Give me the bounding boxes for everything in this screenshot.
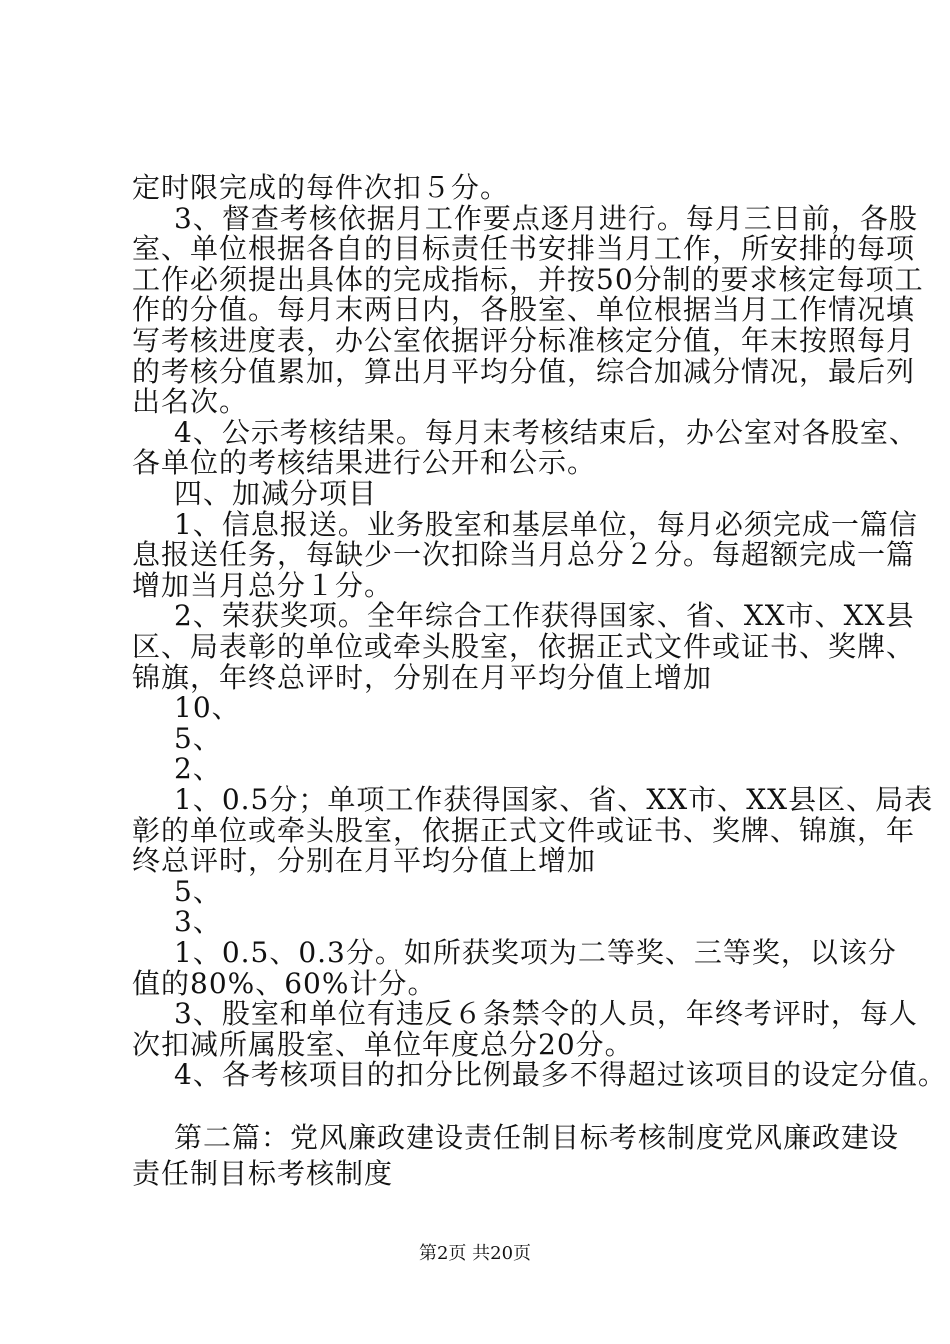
text-line: 次扣减所属股室、单位年度总分20分。 — [132, 1028, 634, 1061]
text-line: 终总评时，分别在月平均分值上增加 — [132, 844, 597, 877]
text-line: 各单位的考核结果进行公开和公示。 — [132, 446, 597, 479]
text-line: 增加当月总分１分。 — [132, 569, 394, 602]
text-line: 1、0.5、0.3分。如所获奖项为二等奖、三等奖，以该分 — [174, 936, 897, 969]
text-line: 室、单位根据各自的目标责任书安排当月工作，所安排的每项 — [132, 232, 916, 265]
chapter-heading: 第二篇：党风廉政建设责任制目标考核制度党风廉政建设 — [174, 1121, 900, 1154]
text-line: 4、公示考核结果。每月末考核结束后，办公室对各股室、 — [174, 416, 918, 449]
text-line: 3、 — [174, 905, 222, 938]
text-line: 1、信息报送。业务股室和基层单位，每月必须完成一篇信 — [174, 508, 918, 541]
text-line: 3、督查考核依据月工作要点逐月进行。每月三日前，各股 — [174, 202, 918, 235]
page-number: 第2页 共20页 — [418, 1243, 532, 1264]
chapter-heading: 责任制目标考核制度 — [132, 1157, 394, 1190]
text-line: 出名次。 — [132, 385, 249, 418]
text-line: 的考核分值累加，算出月平均分值，综合加减分情况，最后列 — [132, 355, 916, 388]
text-line: 1、0.5分；单项工作获得国家、省、XX市、XX县区、局表 — [174, 783, 934, 816]
text-line: 值的80%、60%计分。 — [132, 967, 437, 1000]
text-line: 作的分值。每月末两日内，各股室、单位根据当月工作情况填 — [132, 293, 916, 326]
text-line: 5、 — [174, 722, 222, 755]
text-line: 定时限完成的每件次扣５分。 — [132, 171, 510, 204]
text-line: 10、 — [174, 691, 241, 724]
text-line: 区、局表彰的单位或牵头股室，依据正式文件或证书、奖牌、 — [132, 630, 916, 663]
text-line: 息报送任务，每缺少一次扣除当月总分２分。每超额完成一篇 — [132, 538, 916, 571]
section-heading: 四、加减分项目 — [174, 477, 378, 510]
text-line: 彰的单位或牵头股室，依据正式文件或证书、奖牌、锦旗，年 — [132, 814, 916, 847]
text-line: 2、 — [174, 752, 222, 785]
text-line: 2、荣获奖项。全年综合工作获得国家、省、XX市、XX县 — [174, 599, 915, 632]
text-line: 5、 — [174, 875, 222, 908]
text-line: 4、各考核项目的扣分比例最多不得超过该项目的设定分值。 — [174, 1058, 947, 1091]
text-line: 工作必须提出具体的完成指标，并按50分制的要求核定每项工 — [132, 263, 924, 296]
text-line: 写考核进度表，办公室依据评分标准核定分值，年末按照每月 — [132, 324, 916, 357]
text-line: 3、股室和单位有违反６条禁令的人员，年终考评时，每人 — [174, 997, 918, 1030]
text-line: 锦旗，年终总评时，分别在月平均分值上增加 — [132, 661, 713, 694]
